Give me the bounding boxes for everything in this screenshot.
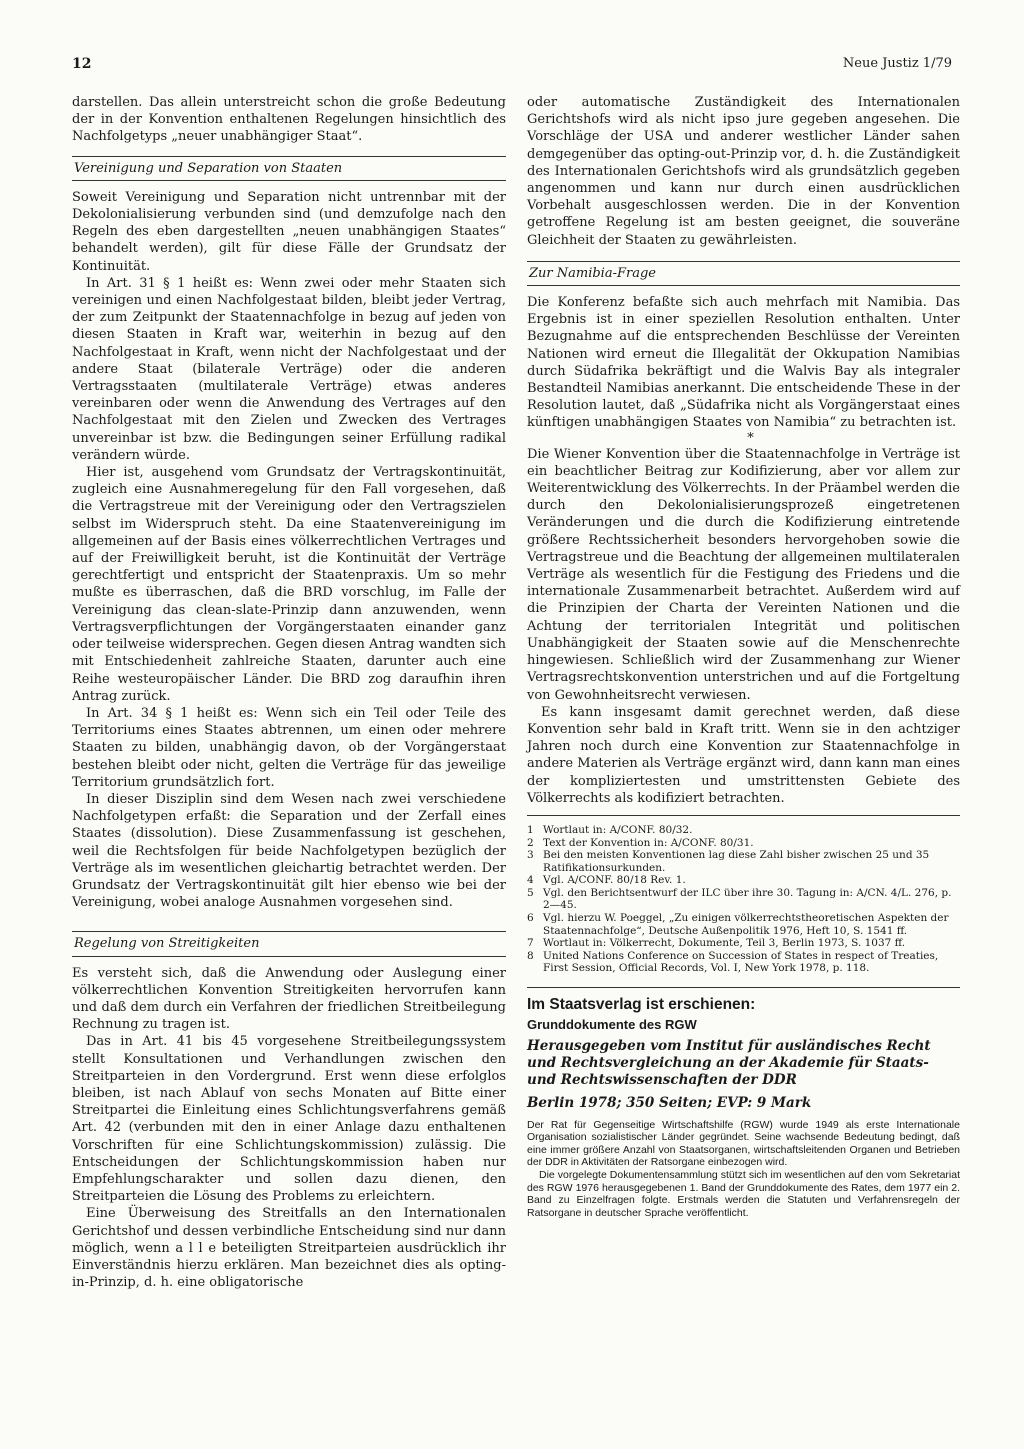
paragraph: In dieser Disziplin sind dem Wesen nach zwei verschiedene Nachfolgetypen erfaßt: die Separation und der Zerfall eines Staates (dissolution). Diese Zusammenfassung ist geschehen, weil die Rechtsfolgen für beide Nachfolgetypen bezüglich der Verträge als im wesentlichen gleichartig betrachtet werden. Der Grundsatz der Vertragskontinuität gilt hier ebenso wie bei der Vereinigung, wobei analoge Ausnahmen vorgesehen sind.	[72, 791, 506, 911]
footnote	[527, 912, 960, 937]
paragraph: Die Wiener Konvention über die Staatennachfolge in Verträge ist ein beachtlicher Beitrag zur Kodifizierung, aber vor allem zur Weiterentwicklung des Völkerrechts. In der Präambel werden die durch den Dekolonialisierungsprozeß eingetretenen Veränderungen und die durch die Kodifizierung eintretende größere Rechtssicherheit besonders hervorgehoben sowie die Vertragstreue und die Beachtung der allgemeinen multilateralen Verträge als wesentlich für die Festigung des Friedens und die internationale Zusammenarbeit betrachtet. Außerdem wird auf die Prinzipien der Charta der Vereinten Nationen und die Achtung der territorialen Integrität und politischen Unabhängigkeit der Staaten sowie auf die Menschenrechte hingewiesen. Schließlich wird der Zusammenhang zur Wiener Vertragsrechtskonvention unterstrichen und auf die Fortgeltung von Gewohnheitsrecht verwiesen.	[527, 446, 960, 703]
footnotes	[527, 815, 960, 975]
footnote-text: Text der Konvention in: A/CONF. 80/31.	[543, 836, 754, 849]
footnote-number: 2	[527, 836, 534, 849]
right-column	[527, 94, 960, 1219]
advert-body	[527, 1119, 960, 1220]
footnote-text: Vgl. hierzu W. Poeggel, „Zu einigen völkerrechtstheoretischen Aspekten der Staatennachfolge“, Deutsche Außenpolitik 1976, Heft 10, S. 1541 ff.	[543, 912, 949, 937]
footnote-text: Wortlaut in: A/CONF. 80/32.	[543, 823, 693, 836]
footnote-number: 5	[527, 886, 534, 899]
footnote	[527, 874, 960, 887]
page-header	[72, 56, 952, 76]
paragraph: Es versteht sich, daß die Anwendung oder Auslegung einer völkerrechtlichen Konvention Streitigkeiten hervorrufen kann und daß dem durch ein Verfahren der friedlichen Streitbeilegung Rechnung zu tragen ist.	[72, 965, 506, 1033]
section-heading: Zur Namibia-Frage	[527, 261, 960, 286]
publisher-advert	[527, 987, 960, 1219]
left-column	[72, 94, 506, 1291]
paragraph: Der Rat für Gegenseitige Wirtschaftshilfe (RGW) wurde 1949 als erste Internationale Organisation sozialistischer Länder gegründet. Seine wachsende Bedeutung bedingt, daß eine immer größere Anzahl von Staatsorganen, wirtschaftsleitenden Organen und Betrieben der DDR in Aktivitäten der Ratsorgane einbezogen wird.	[527, 1118, 960, 1169]
paragraph: Hier ist, ausgehend vom Grundsatz der Vertragskontinuität, zugleich eine Ausnahmeregelung für den Fall vorgesehen, daß die Vertragstreue mit der Vereinigung oder den Vertragszielen selbst im Widerspruch steht. Da eine Staatenvereinigung im allgemeinen auf der Basis eines völkerrechtlichen Vertrages und auf der Freiwilligkeit beruht, ist die Kontinuität der Verträge gerechtfertigt und entspricht der Staatenpraxis. Um so mehr mußte es überraschen, daß die BRD vorschlug, im Falle der Vereinigung das clean-slate-Prinzip dann anzuwenden, wenn Vertragsverpflichtungen der Vorgängerstaaten einander ganz oder teilweise widersprechen. Gegen diesen Antrag wandten sich mit Entschiedenheit zahlreiche Staaten, darunter auch eine Reihe westeuropäischer Länder. Die BRD zog daraufhin ihren Antrag zurück.	[72, 465, 506, 704]
footnote-number: 4	[527, 874, 534, 887]
paragraph: darstellen. Das allein unterstreicht schon die große Bedeutung der in der Konvention enthaltenen Regelungen hinsichtlich des Nachfolgetyps „neuer unabhängiger Staat“.	[72, 95, 506, 145]
section-heading: Regelung von Streitigkeiten	[72, 931, 506, 956]
paragraph: Das in Art. 41 bis 45 vorgesehene Streitbeilegungssystem stellt Konsultationen und Verhandlungen zwischen den Streitparteien in den Vordergrund. Erst wenn diese erfolglos bleiben, ist nach Ablauf von sechs Monaten auf Bitte einer Streitpartei die Einleitung eines Schlichtungsverfahrens gemäß Art. 42 (verbunden mit den in einer Anlage dazu enthaltenen Vorschriften für eine Schlichtungskommission) zulässig. Die Entscheidungen der Schlichtungskommission haben nur Empfehlungscharakter und sollen dazu dienen, den Streitparteien die Lösung des Problems zu erleichtern.	[72, 1034, 506, 1205]
advert-publication-info: Berlin 1978; 350 Seiten; EVP: 9 Mark	[527, 1095, 812, 1112]
paragraph: oder automatische Zuständigkeit des Internationalen Gerichtshofs wird als nicht ipso jure gegeben angesehen. Die Vorschläge der USA und anderer westlicher Länder sahen demgegenüber das opting-out-Prinzip vor, d. h. die Zuständigkeit des Internationalen Gerichtshofs wird als grundsätzlich gegeben angenommen und kann nur durch einen ausdrücklichen Vorbehalt ausgeschlossen werden. Die in der Konvention getroffene Regelung ist am besten geeignet, die souveräne Gleichheit der Staaten zu gewährleisten.	[527, 95, 960, 248]
footnote	[527, 837, 960, 850]
footnote	[527, 950, 960, 975]
footnote-text: United Nations Conference on Succession of States in respect of Treaties, First Session, Official Records, Vol. I, New York 1978, p. 118.	[543, 949, 939, 975]
footnote-number: 3	[527, 849, 534, 862]
footnote	[527, 824, 960, 837]
paragraph: Eine Überweisung des Streitfalls an den Internationalen Gerichtshof und dessen verbindliche Entscheidung sind nur dann möglich, wenn a l l e beteiligten Streitparteien ausdrücklich ihr Einverständnis hierzu erklären. Man bezeichnet dies als opting-in-Prinzip, d. h. eine obligatorische	[72, 1206, 506, 1291]
paragraph: Soweit Vereinigung und Separation nicht untrennbar mit der Dekolonialisierung verbunden sind (und demzufolge nach den Regeln des eben dargestellten „neuen unabhängigen Staates“ behandelt werden), gilt für diese Fälle der Grundsatz der Kontinuität.	[72, 189, 506, 274]
paragraph: Die vorgelegte Dokumentensammlung stützt sich im wesentlichen auf den vom Sekretariat des RGW 1976 herausgegebenen 1. Band der Grunddokumente des Rates, dem 1977 ein 2. Band zu Einzelfragen folgte. Erstmals werden die Statuten und Verfahrensregeln der Ratsorgane in deutscher Sprache veröffentlicht.	[527, 1169, 960, 1219]
paragraph: Die Konferenz befaßte sich auch mehrfach mit Namibia. Das Ergebnis ist in einer speziellen Resolution enthalten. Unter Bezugnahme auf die entsprechenden Beschlüsse der Vereinten Nationen wird erneut die Illegalität der Okkupation Namibias durch Südafrika bekräftigt und die Walvis Bay als integraler Bestandteil Namibias anerkannt. Die entscheidende These in der Resolution lautet, daß „Südafrika nicht als Vorgängerstaat eines künftigen unabhängigen Staates von Namibia“ zu betrachten ist.	[527, 295, 960, 431]
footnote	[527, 887, 960, 912]
page-number: 12	[72, 56, 92, 72]
footnote	[527, 937, 960, 950]
footnote-number: 1	[527, 823, 534, 836]
footnote-text: Bei den meisten Konventionen lag diese Zahl bisher zwischen 25 und 35 Ratifikationsurkunden.	[543, 849, 930, 874]
advert-editor: Herausgegeben vom Institut für ausländisches Recht und Rechtsvergleichung an der Akademie für Staats- und Rechtswissenschaften der DDR	[527, 1038, 931, 1089]
footnote-text: Wortlaut in: Völkerrecht, Dokumente, Teil 3, Berlin 1973, S. 1037 ff.	[543, 937, 906, 950]
footnote-number: 7	[527, 937, 534, 950]
section-separator: *	[747, 430, 754, 446]
footnote-number: 6	[527, 912, 534, 925]
paragraph: In Art. 34 § 1 heißt es: Wenn sich ein Teil oder Teile des Territoriums eines Staates abtrennen, um einen oder mehrere Staaten zu bilden, unabhängig davon, ob der Vorgängerstaat bestehen bleibt oder nicht, gelten die Verträge für das jeweilige Territorium grundsätzlich fort.	[72, 705, 506, 790]
journal-issue: Neue Justiz 1/79	[842, 56, 952, 71]
advert-title: Grunddokumente des RGW	[527, 1017, 697, 1033]
paragraph: In Art. 31 § 1 heißt es: Wenn zwei oder mehr Staaten sich vereinigen und einen Nachfolgestaat bilden, bleibt jeder Vertrag, der zum Zeitpunkt der Staatennachfolge in bezug auf jeden von diesen Staaten in Kraft war, weiterhin in bezug auf den Nachfolgestaat in Kraft, wenn nicht der Nachfolgestaat und der andere Staat (bilaterale Verträge) oder die anderen Vertragsstaaten (multilaterale Verträge) etwas anderes vereinbaren oder wenn die Anwendung des Vertrages auf den Nachfolgestaat mit den Zielen und Zwecken des Vertrages unvereinbar ist bzw. die Bedingungen seiner Erfüllung radikal verändern würde.	[72, 275, 506, 463]
advert-heading: Im Staatsverlag ist erschienen:	[527, 996, 756, 1014]
footnote-text: Vgl. A/CONF. 80/18 Rev. 1.	[543, 874, 686, 887]
footnote-text: Vgl. den Berichtsentwurf der ILC über ihre 30. Tagung in: A/CN. 4/L. 276, p. 2—45.	[543, 886, 952, 912]
paragraph: Es kann insgesamt damit gerechnet werden, daß diese Konvention sehr bald in Kraft tritt. Wenn sie in den achtziger Jahren noch durch eine Konvention zur Staatennachfolge in andere Materien als Verträge ergänzt wird, dann kann man eines der kompliziertesten und umstrittensten Gebiete des Völkerrechts als kodifiziert betrachten.	[527, 704, 960, 806]
footnote-number: 8	[527, 949, 534, 962]
footnote	[527, 849, 960, 874]
section-heading: Vereinigung und Separation von Staaten	[72, 156, 506, 181]
